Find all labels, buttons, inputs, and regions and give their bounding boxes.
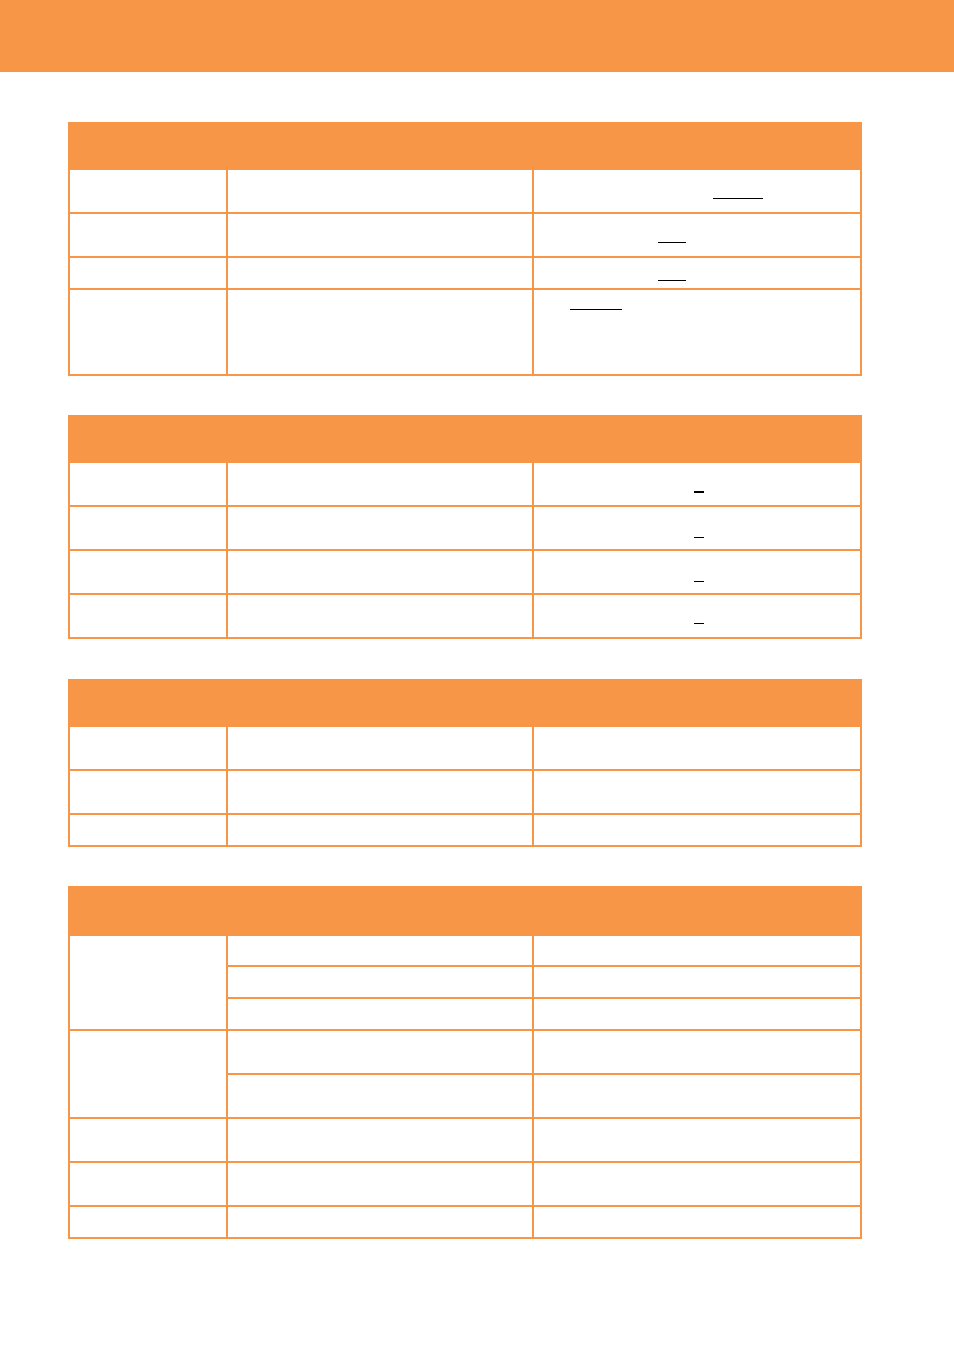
table-cell <box>533 966 861 998</box>
table-cell <box>227 726 533 770</box>
header-cell <box>533 416 861 462</box>
table-cell <box>227 770 533 814</box>
table-cell <box>69 1030 227 1118</box>
table-row <box>69 594 861 638</box>
table-cell <box>227 169 533 213</box>
table-cell <box>69 594 227 638</box>
table-cell <box>227 506 533 550</box>
table-row <box>69 935 861 966</box>
table-row <box>69 289 861 375</box>
table-row <box>69 506 861 550</box>
table-row <box>69 770 861 814</box>
table-header-row <box>69 123 861 169</box>
table-row <box>69 726 861 770</box>
table-cell <box>227 1030 533 1074</box>
table-cell <box>227 998 533 1030</box>
header-cell <box>69 680 227 726</box>
table-cell <box>533 289 861 375</box>
table-cell <box>69 814 227 846</box>
table-cell <box>69 1162 227 1206</box>
table-row <box>69 550 861 594</box>
header-cell <box>69 887 227 935</box>
underline-mark <box>658 242 686 243</box>
table-cell <box>227 1074 533 1118</box>
table-cell <box>227 462 533 506</box>
table-row <box>69 814 861 846</box>
table-cell <box>227 1118 533 1162</box>
table-cell <box>69 726 227 770</box>
table-row <box>69 1118 861 1162</box>
table-cell <box>533 935 861 966</box>
underline-mark <box>658 280 686 281</box>
table-cell <box>533 1074 861 1118</box>
table-row <box>69 1162 861 1206</box>
header-cell <box>227 887 533 935</box>
table-cell <box>533 1206 861 1238</box>
table-row <box>69 257 861 289</box>
table-cell <box>533 1118 861 1162</box>
table-2 <box>68 415 862 639</box>
table-cell <box>227 814 533 846</box>
table-cell <box>227 213 533 257</box>
table-cell <box>227 594 533 638</box>
header-cell <box>533 680 861 726</box>
table-cell <box>227 966 533 998</box>
table-cell <box>533 257 861 289</box>
table-cell <box>533 1030 861 1074</box>
table-header-row <box>69 887 861 935</box>
table-cell <box>69 169 227 213</box>
table-cell <box>69 213 227 257</box>
table-cell <box>227 1206 533 1238</box>
table-cell <box>69 935 227 1030</box>
table-row <box>69 213 861 257</box>
table-header-row <box>69 680 861 726</box>
table-row <box>69 169 861 213</box>
table-cell <box>227 1162 533 1206</box>
table-cell <box>533 814 861 846</box>
underline-mark <box>694 623 704 624</box>
header-cell <box>227 416 533 462</box>
table-cell <box>69 257 227 289</box>
header-cell <box>533 123 861 169</box>
underline-mark <box>694 581 704 582</box>
table-3 <box>68 679 862 847</box>
table-cell <box>227 935 533 966</box>
underline-mark <box>713 198 763 199</box>
table-cell <box>227 289 533 375</box>
table-cell <box>533 213 861 257</box>
header-cell <box>227 123 533 169</box>
header-cell <box>533 887 861 935</box>
table-cell <box>227 257 533 289</box>
table-cell <box>69 1206 227 1238</box>
table-cell <box>533 770 861 814</box>
underline-mark <box>694 537 704 538</box>
table-cell <box>533 506 861 550</box>
table-cell <box>227 550 533 594</box>
table-cell <box>69 506 227 550</box>
table-cell <box>533 169 861 213</box>
table-cell <box>533 726 861 770</box>
table-cell <box>69 462 227 506</box>
header-cell <box>69 123 227 169</box>
table-cell <box>69 550 227 594</box>
table-cell <box>533 550 861 594</box>
table-cell <box>533 462 861 506</box>
table-cell <box>533 1162 861 1206</box>
table-cell <box>69 1118 227 1162</box>
table-row <box>69 1030 861 1074</box>
table-cell <box>533 594 861 638</box>
table-cell <box>533 998 861 1030</box>
underline-mark <box>570 309 622 310</box>
table-row <box>69 462 861 506</box>
header-cell <box>227 680 533 726</box>
table-4 <box>68 886 862 1239</box>
table-cell <box>69 770 227 814</box>
top-banner <box>0 0 954 72</box>
underline-mark <box>694 491 704 493</box>
table-1 <box>68 122 862 376</box>
header-cell <box>69 416 227 462</box>
table-header-row <box>69 416 861 462</box>
table-row <box>69 1206 861 1238</box>
table-cell <box>69 289 227 375</box>
